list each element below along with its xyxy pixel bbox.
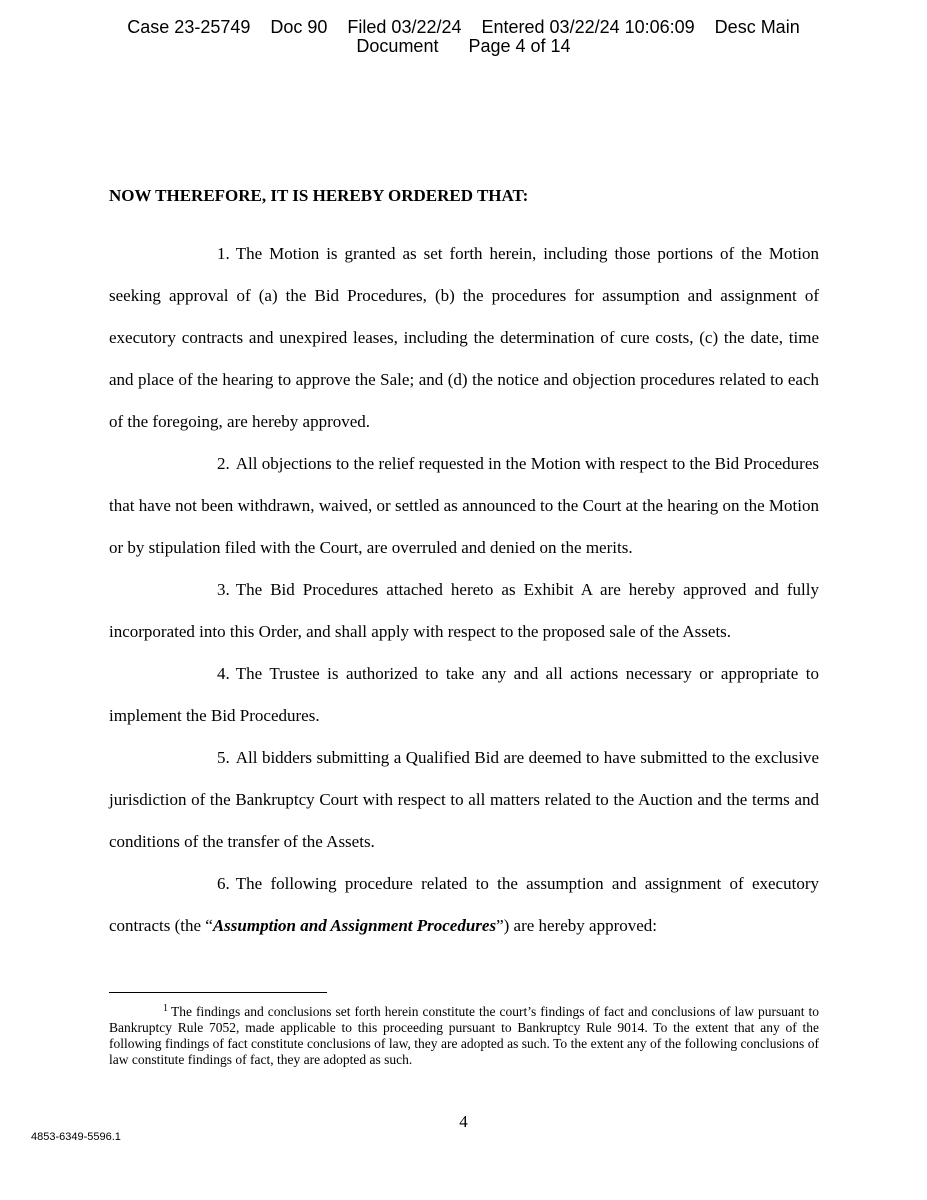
paragraph-text: The Bid Procedures attached hereto as Exhibit A are hereby approved and fully incorporated into this Order, and shall apply with respect to the proposed sale of the Assets. — [109, 580, 819, 641]
footnote-separator — [109, 992, 327, 993]
order-paragraph-6 — [109, 863, 819, 947]
page-number: 4 — [459, 1112, 468, 1131]
order-paragraph-3 — [109, 569, 819, 653]
paragraph-number: 1. — [217, 244, 230, 263]
paragraph-number: 3. — [217, 580, 230, 599]
order-paragraph-1 — [109, 233, 819, 443]
paragraph-text: The Trustee is authorized to take any and all actions necessary or appropriate to implement the Bid Procedures. — [109, 664, 819, 725]
paragraph-text: All objections to the relief requested in the Motion with respect to the Bid Procedures that have not been withdrawn, waived, or settled as announced to the Court at the hearing on the Motion or by stipulation filed with the Court, are overruled and denied on the merits. — [109, 454, 819, 557]
footnote-1 — [109, 1001, 819, 1068]
document-id: 4853-6349-5596.1 — [31, 1131, 121, 1143]
paragraph-text-post: ”) are hereby approved: — [496, 916, 658, 935]
filing-header-line-2: Document Page 4 of 14 — [356, 36, 571, 56]
footnote-text: The findings and conclusions set forth herein constitute the court’s findings of fact and conclusions of law pursuant to Bankruptcy Rule 7052, made applicable to this proceeding pursuant to Bankruptcy Rule 9014. To the extent that any of the following findings of fact constitute conclusions of law, they are adopted as such. To the extent any of the following conclusions of law constitute findings of fact, they are adopted as such. — [109, 1004, 819, 1067]
filing-header-line-1: Case 23-25749 Doc 90 Filed 03/22/24 Entered 03/22/24 10:06:09 Desc Main — [127, 17, 800, 37]
paragraph-number: 6. — [217, 874, 230, 893]
order-body — [109, 233, 819, 947]
paragraph-text: The Motion is granted as set forth herein, including those portions of the Motion seeking approval of (a) the Bid Procedures, (b) the procedures for assumption and assignment of executory contracts and unexpired leases, including the determination of cure costs, (c) the date, time and place of the hearing to approve the Sale; and (d) the notice and objection procedures related to each of the foregoing, are hereby approved. — [109, 244, 819, 431]
paragraph-text-pre: The following procedure related to the assumption and assignment of executory contracts (the “ — [109, 874, 819, 935]
paragraph-number: 4. — [217, 664, 230, 683]
order-heading: NOW THEREFORE, IT IS HEREBY ORDERED THAT: — [109, 186, 529, 205]
paragraph-number: 5. — [217, 748, 230, 767]
order-paragraph-4 — [109, 653, 819, 737]
footnote-mark: 1 — [163, 1003, 168, 1014]
paragraph-number: 2. — [217, 454, 230, 473]
order-paragraph-2 — [109, 443, 819, 569]
paragraph-text: All bidders submitting a Qualified Bid are deemed to have submitted to the exclusive jurisdiction of the Bankruptcy Court with respect to all matters related to the Auction and the terms and conditions of the transfer of the Assets. — [109, 748, 819, 851]
defined-term: Assumption and Assignment Procedures — [212, 916, 497, 935]
order-paragraph-5 — [109, 737, 819, 863]
